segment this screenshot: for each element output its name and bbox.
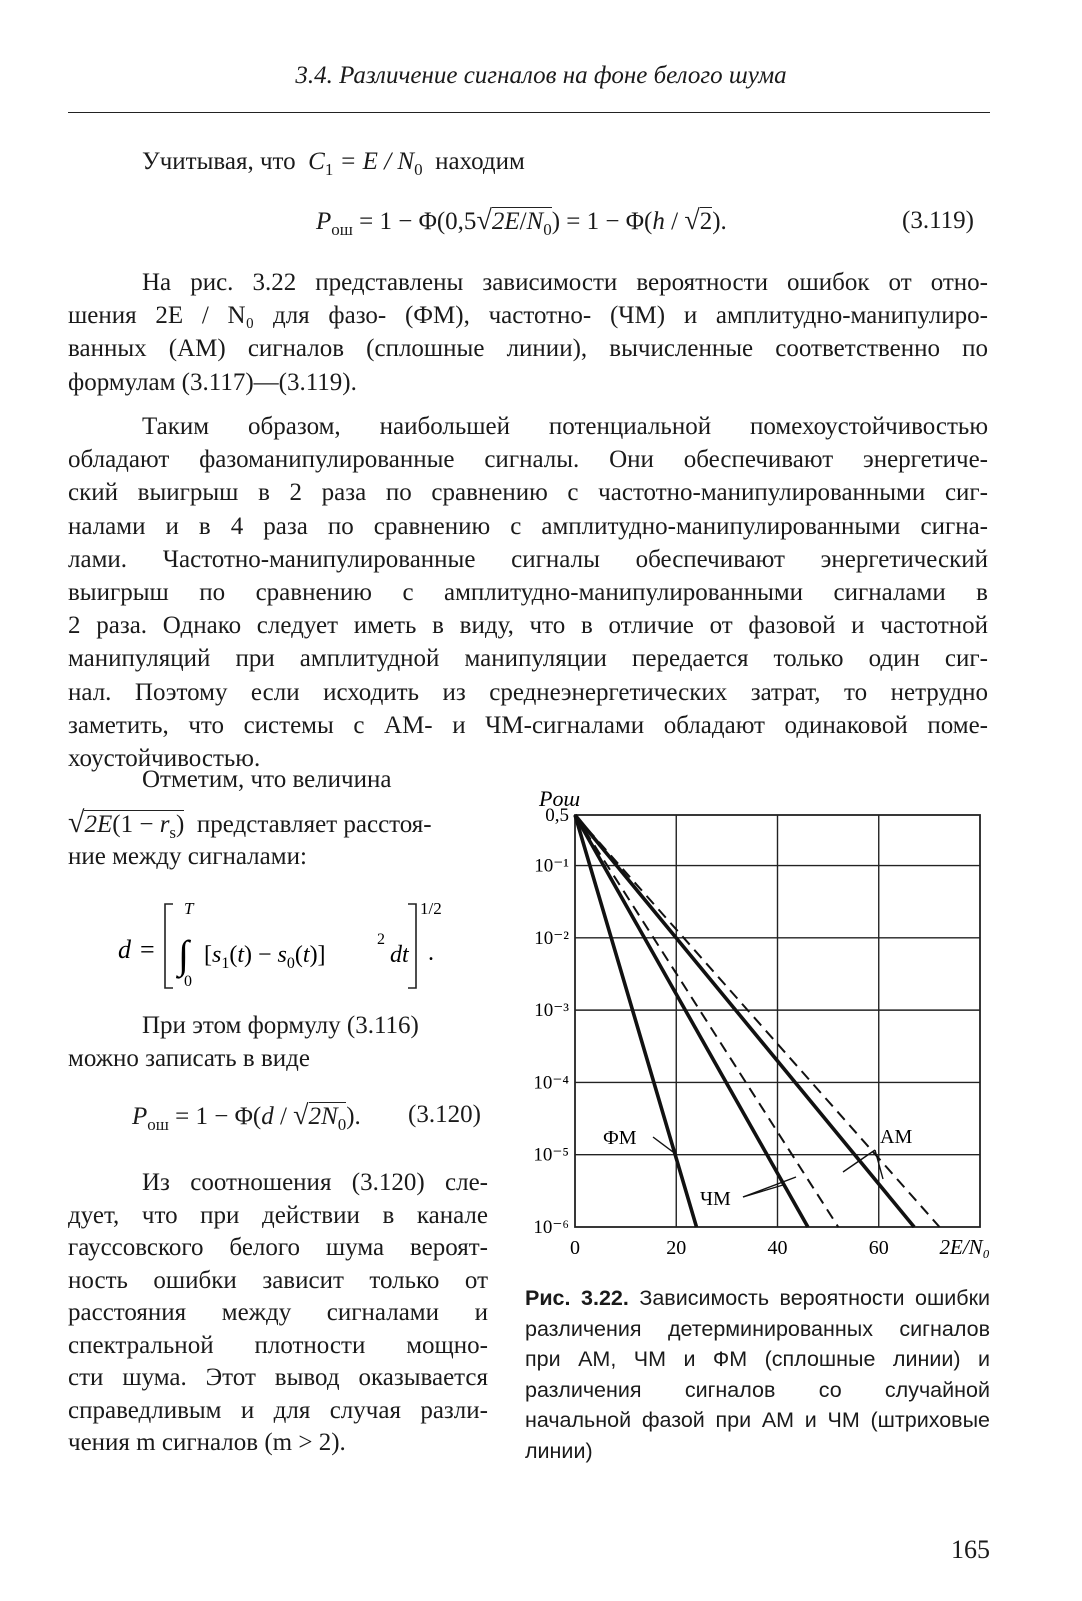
intro-text-before: Учитывая, что bbox=[142, 148, 296, 175]
col-last-line: чения m сигналов (m > 2). bbox=[68, 1429, 346, 1456]
y-tick-label: 10⁻⁴ bbox=[533, 1072, 569, 1094]
y-tick-label: 0,5 bbox=[545, 805, 569, 826]
intro-line bbox=[142, 148, 525, 179]
x-tick-label: 0 bbox=[570, 1237, 580, 1259]
y-tick-label: 10⁻¹ bbox=[534, 855, 569, 877]
svg-text:0: 0 bbox=[184, 973, 192, 990]
annotation-pointer bbox=[843, 1150, 875, 1172]
svg-text:T: T bbox=[184, 899, 194, 918]
word: (3.116) bbox=[346, 1012, 419, 1039]
y-tick-label: 10⁻³ bbox=[534, 1000, 569, 1022]
series-line-solid bbox=[575, 815, 914, 1227]
left-column-mid bbox=[68, 1010, 488, 1075]
series-line-dashed bbox=[575, 815, 838, 1227]
word: что bbox=[250, 766, 287, 793]
word: При bbox=[142, 1012, 186, 1039]
series-line-solid bbox=[575, 815, 697, 1227]
paragraph-2 bbox=[68, 410, 988, 775]
word: величина bbox=[292, 766, 392, 793]
word: формулу bbox=[247, 1012, 341, 1039]
para1-line: На рис. 3.22 представлены зависимости вероятности ошибок от отно- bbox=[142, 269, 988, 296]
para1-line: ванных (АМ) сигналов (сплошные линии), вычисленные соответственно по bbox=[68, 335, 988, 363]
annotation-fm: ФМ bbox=[603, 1127, 637, 1149]
left-column-bottom bbox=[68, 1167, 488, 1460]
svg-text:d: d bbox=[118, 935, 131, 964]
c1-sub: 1 bbox=[324, 160, 334, 179]
para2-line: нал. Поэтому если исходить из среднеэнергетических затрат, то нетрудно bbox=[68, 678, 988, 706]
equation-3-120: $P_{ош} = 1 - \Phi(d / √2N_0)$. bbox=[132, 1100, 361, 1134]
y-axis-label: Pош bbox=[539, 786, 581, 811]
para2-line: выигрыш по сравнению с амплитудно-манипулированными сигналами в bbox=[68, 578, 988, 606]
word: Отметим, bbox=[142, 766, 245, 793]
equation-3-119: $P_{ош} = 1 - \Phi(0,5√2E/N_0) = 1 - \Phi(h / √2)$. bbox=[316, 205, 727, 239]
running-header: 3.4. Различение сигналов на фоне белого шума bbox=[295, 62, 787, 89]
distance-formula bbox=[118, 892, 448, 1004]
svg-text:[s1(t) − s0(t)]: $[s_1(t) - s_0(t)]$ bbox=[204, 942, 326, 972]
para2-line: Таким образом, наибольшей потенциальной помехоустойчивостью bbox=[142, 413, 988, 440]
svg-text:1/2: 1/2 bbox=[420, 899, 442, 918]
n0-sub: 0 bbox=[414, 160, 423, 179]
svg-text:dt: dt bbox=[390, 942, 409, 968]
series-line-solid bbox=[575, 815, 808, 1227]
caption-text: Зависимость вероятности ошибки различения детерминированных сигналов при АМ, ЧМ и ФМ (сплошные линии) и различения сигналов со случайной начальной фазой при АМ и ЧМ (штриховые линии) bbox=[525, 1286, 990, 1463]
para2-line: ский выигрыш в 2 раза по сравнению с частотно-манипулированными сиг- bbox=[68, 479, 988, 507]
col-para-line: сти шума. Этот вывод оказывается bbox=[68, 1364, 488, 1391]
col-l2-after: представляет расстоя- bbox=[196, 810, 432, 838]
svg-text:∫: ∫ bbox=[178, 932, 189, 977]
error-probability-chart bbox=[505, 780, 995, 1270]
equation-number-3-120: (3.120) bbox=[408, 1101, 481, 1128]
page-number: 165 bbox=[951, 1535, 990, 1564]
para2-line: лами. Частотно-манипулированные сигналы обеспечивают энергетический bbox=[68, 545, 988, 573]
annotation-am: АМ bbox=[880, 1126, 913, 1148]
col-line-2: $√2E(1 - r_s)$ представляет расстоя- bbox=[68, 805, 432, 842]
equation-number-3-119: (3.119) bbox=[902, 207, 974, 234]
paragraph-1 bbox=[68, 266, 988, 399]
col-para-line: Из соотношения (3.120) сле- bbox=[142, 1169, 488, 1196]
figure-caption bbox=[525, 1283, 990, 1466]
series-line-dashed bbox=[575, 815, 940, 1227]
col-para-line: гауссовского белого шума вероят- bbox=[68, 1234, 488, 1261]
intro-text-after: находим bbox=[435, 148, 525, 175]
para2-line: манипуляций при амплитудной манипуляции передается только один сиг- bbox=[68, 645, 988, 673]
col-line-5: можно записать в виде bbox=[68, 1044, 310, 1072]
caption-label: Рис. 3.22. bbox=[525, 1286, 629, 1310]
left-column-top bbox=[68, 764, 488, 874]
c1-symbol: C bbox=[308, 148, 325, 175]
chart-ticks bbox=[533, 786, 990, 1259]
y-tick-label: 10⁻² bbox=[534, 927, 569, 949]
svg-text:2: 2 bbox=[377, 931, 385, 948]
header-rule bbox=[68, 112, 990, 113]
para2-line: 2 раза. Однако следует иметь в виду, что в отличие от фазовой и частотной bbox=[68, 612, 988, 640]
intro-eq-mid: = E / N bbox=[333, 148, 415, 175]
col-line-3: ние между сигналами: bbox=[68, 843, 307, 870]
para2-line: обладают фазоманипулированные сигналы. Они обеспечивают энергетиче- bbox=[68, 446, 988, 474]
svg-text:=: = bbox=[140, 935, 155, 964]
x-axis-label: 2E/N₀ bbox=[939, 1235, 990, 1259]
y-tick-label: 10⁻⁵ bbox=[533, 1144, 569, 1166]
col-line-4 bbox=[68, 1010, 488, 1043]
col-para-line: спектральной плотности мощно- bbox=[68, 1331, 488, 1359]
col-line-1 bbox=[68, 764, 488, 797]
chart-curves bbox=[575, 815, 940, 1227]
para2-line: хоустойчивостью. bbox=[68, 744, 261, 772]
y-tick-label: 10⁻⁶ bbox=[533, 1217, 569, 1238]
para2-line: налами и в 4 раза по сравнению с амплитудно-манипулированными сигна- bbox=[68, 512, 988, 540]
col-para-line: расстояния между сигналами и bbox=[68, 1299, 488, 1326]
para1-line: шения 2E / N₀ для фазо- (ФМ), частотно- (ЧМ) и амплитудно-манипулиро- bbox=[68, 302, 988, 330]
x-tick-label: 20 bbox=[666, 1237, 687, 1259]
svg-text:.: . bbox=[428, 940, 434, 966]
x-tick-label: 40 bbox=[767, 1237, 788, 1259]
col-para-line: ность ошибки зависит только от bbox=[68, 1266, 488, 1294]
para2-line: заметить, что системы с АМ- и ЧМ-сигналами обладают одинаковой поме- bbox=[68, 711, 988, 739]
col-para-line: справедливым и для случая разли- bbox=[68, 1396, 488, 1424]
word: этом bbox=[192, 1012, 242, 1039]
para1-line: формулам (3.117)—(3.119). bbox=[68, 368, 357, 396]
col-para-line: дует, что при действии в канале bbox=[68, 1201, 488, 1229]
x-tick-label: 60 bbox=[868, 1237, 889, 1259]
annotation-chm: ЧМ bbox=[700, 1188, 731, 1210]
